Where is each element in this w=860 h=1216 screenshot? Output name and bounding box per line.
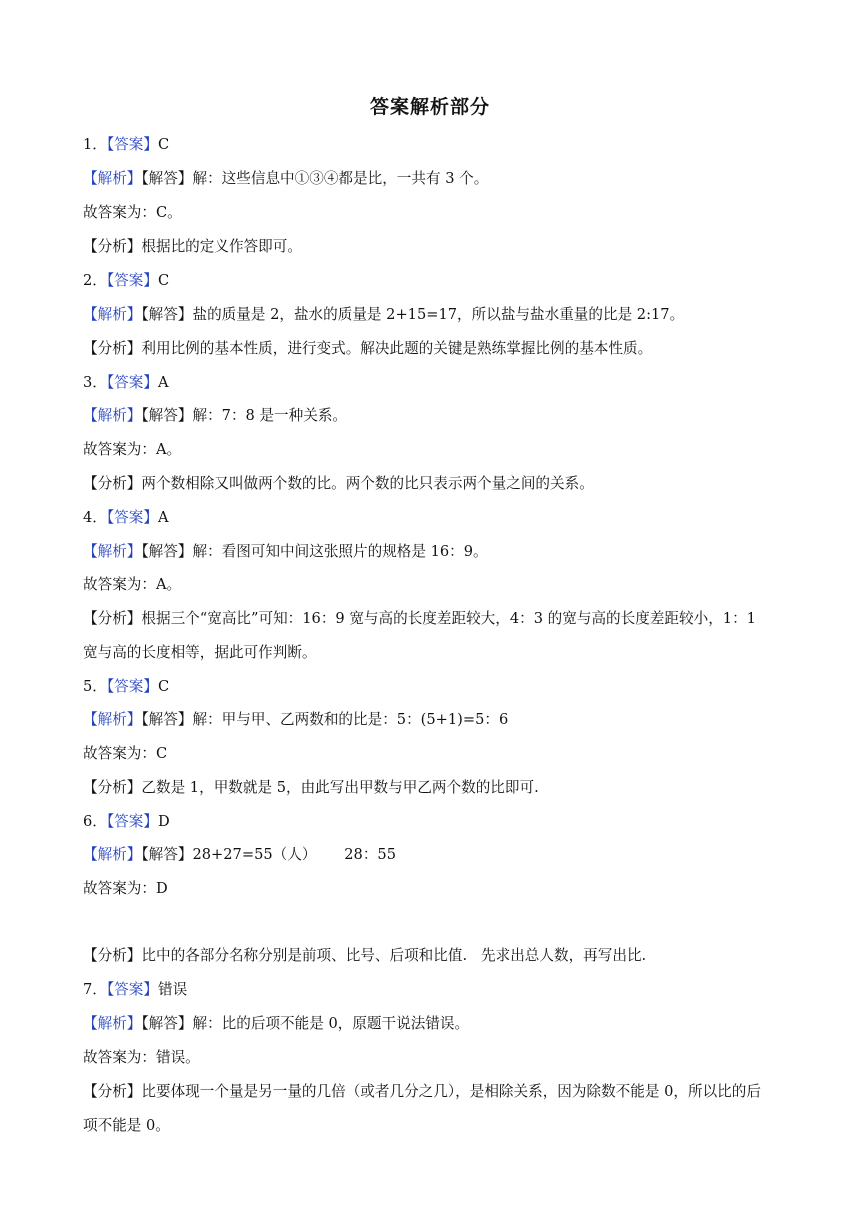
q7-analysis-text-2: 项不能是 0。 (83, 1117, 170, 1134)
q4-jieda-tag: 【解答】 (141, 543, 193, 560)
q4-solution-line (83, 542, 813, 562)
q3-solution-text: 解：7：8 是一种关系。 (192, 407, 348, 424)
q2-answer-value: C (157, 272, 170, 289)
q6-jieda-tag: 【解答】 (141, 846, 193, 863)
q4-number: 4． (83, 509, 107, 526)
q2-analysis-line (83, 339, 813, 359)
q7-answer-value: 错误 (157, 981, 188, 998)
q1-conclusion: 故答案为：C。 (83, 204, 182, 221)
q2-analysis-text: 利用比例的基本性质，进行变式。解决此题的关键是熟练掌握比例的基本性质。 (141, 340, 653, 357)
q2-solution-text: 盐的质量是 2，盐水的质量是 2+15=17，所以盐与盐水重量的比是 2:17。 (192, 306, 685, 323)
q6-jiexi-tag: 【解析】 (83, 846, 142, 863)
q2-solution-line (83, 305, 813, 325)
q6-solution-text: 28+27=55（人） 28：55 (192, 846, 396, 863)
q6-answer-tag: 【答案】 (106, 813, 158, 830)
q4-answer-value: A (157, 509, 169, 526)
q5-jiexi-tag: 【解析】 (83, 711, 142, 728)
q1-solution-line (83, 169, 813, 189)
q6-number: 6． (83, 813, 107, 830)
q6-answer-value: D (157, 813, 170, 830)
q4-answer-tag: 【答案】 (106, 509, 158, 526)
q2-answer-line (83, 271, 813, 291)
q6-fenxi-tag: 【分析】 (83, 947, 142, 964)
q6-conclusion: 故答案为：D (83, 880, 168, 897)
q6-analysis-text: 比中的各部分名称分别是前项、比号、后项和比值. 先求出总人数，再写出比. (141, 947, 647, 964)
q3-jieda-tag: 【解答】 (141, 407, 193, 424)
q4-solution-text: 解：看图可知中间这张照片的规格是 16：9。 (192, 543, 488, 560)
q6-analysis-line (83, 946, 813, 966)
q4-analysis-text-1: 根据三个“宽高比”可知：16：9 宽与高的长度差距较大，4：3 的宽与高的长度差距较小，1：1 (141, 610, 756, 627)
q3-fenxi-tag: 【分析】 (83, 475, 142, 492)
q6-answer-line (83, 812, 813, 832)
q1-jiexi-tag: 【解析】 (83, 170, 142, 187)
q7-answer-line (83, 980, 813, 1000)
q3-conclusion: 故答案为：A。 (83, 441, 182, 458)
q7-jiexi-tag: 【解析】 (83, 1015, 142, 1032)
q1-number: 1． (83, 136, 107, 153)
page-title: 答案解析部分 (369, 96, 490, 118)
q3-analysis-text: 两个数相除又叫做两个数的比。两个数的比只表示两个量之间的关系。 (141, 475, 594, 492)
q7-number: 7． (83, 981, 107, 998)
q5-jieda-tag: 【解答】 (141, 711, 193, 728)
q7-answer-tag: 【答案】 (106, 981, 158, 998)
q4-analysis-text-2: 宽与高的长度相等，据此可作判断。 (83, 644, 317, 661)
q5-number: 5． (83, 678, 107, 695)
q1-solution-text: 解：这些信息中①③④都是比，一共有 3 个。 (192, 170, 489, 187)
q6-solution-line (83, 845, 813, 865)
q7-solution-line (83, 1014, 813, 1034)
q7-conclusion: 故答案为：错误。 (83, 1049, 200, 1066)
q3-analysis-line (83, 474, 813, 494)
q7-analysis-text-1: 比要体现一个量是另一量的几倍（或者几分之几），是相除关系，因为除数不能是 0，所以比的后 (141, 1083, 761, 1100)
q2-jieda-tag: 【解答】 (141, 306, 193, 323)
q1-answer-value: C (157, 136, 170, 153)
q2-jiexi-tag: 【解析】 (83, 306, 142, 323)
q4-conclusion: 故答案为：A。 (83, 576, 182, 593)
q5-answer-line (83, 677, 813, 697)
q3-answer-tag: 【答案】 (106, 374, 158, 391)
q3-answer-line (83, 373, 813, 393)
q7-analysis-line (83, 1082, 813, 1102)
q2-answer-tag: 【答案】 (106, 272, 158, 289)
q2-number: 2． (83, 272, 107, 289)
q3-answer-value: A (157, 374, 169, 391)
q1-analysis-line (83, 237, 813, 257)
q1-answer-tag: 【答案】 (106, 136, 158, 153)
q5-conclusion: 故答案为：C (83, 745, 168, 762)
q5-solution-text: 解：甲与甲、乙两数和的比是：5：(5+1)=5：6 (192, 711, 509, 728)
q5-solution-line (83, 710, 813, 730)
q1-jieda-tag: 【解答】 (141, 170, 193, 187)
q7-solution-text: 解：比的后项不能是 0，原题干说法错误。 (192, 1015, 470, 1032)
q5-answer-value: C (157, 678, 170, 695)
q1-fenxi-tag: 【分析】 (83, 238, 142, 255)
q5-analysis-text: 乙数是 1，甲数就是 5，由此写出甲数与甲乙两个数的比即可. (141, 779, 539, 796)
q4-fenxi-tag: 【分析】 (83, 610, 142, 627)
q4-analysis-line (83, 609, 813, 629)
q1-analysis-text: 根据比的定义作答即可。 (141, 238, 302, 255)
q5-fenxi-tag: 【分析】 (83, 779, 142, 796)
q4-answer-line (83, 508, 813, 528)
q4-jiexi-tag: 【解析】 (83, 543, 142, 560)
q5-analysis-line (83, 778, 813, 798)
q3-number: 3． (83, 374, 107, 391)
q2-fenxi-tag: 【分析】 (83, 340, 142, 357)
q1-answer-line (83, 135, 813, 155)
q7-jieda-tag: 【解答】 (141, 1015, 193, 1032)
q5-answer-tag: 【答案】 (106, 678, 158, 695)
q7-fenxi-tag: 【分析】 (83, 1083, 142, 1100)
q3-jiexi-tag: 【解析】 (83, 407, 142, 424)
q3-solution-line (83, 406, 813, 426)
